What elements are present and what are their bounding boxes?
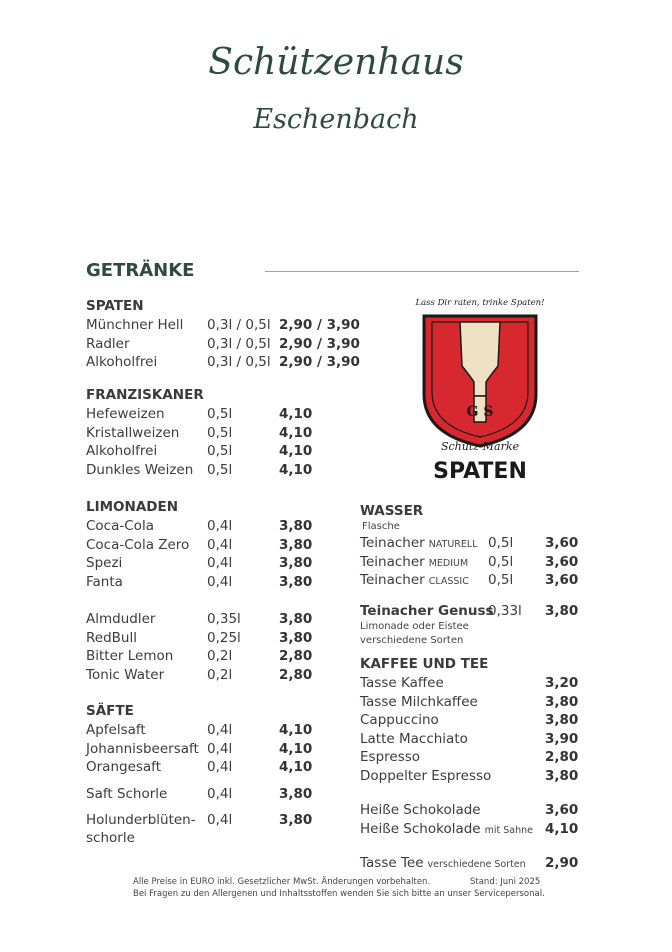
menu-item: Radler 0,3l / 0,5l 2,90 / 3,90 [86, 335, 360, 352]
category-franziskaner: FRANZISKANER [86, 387, 204, 403]
category-limonaden: LIMONADEN [86, 499, 179, 515]
logo-schutzmarke: Schutz-Marke [440, 440, 520, 453]
menu-item: Apfelsaft 0,4l 4,10 [86, 722, 313, 738]
genuss-note-2: verschiedene Sorten [360, 635, 464, 646]
menu-item: Latte Macchiato 3,90 [360, 730, 579, 747]
section-title: GETRÄNKE [86, 260, 195, 281]
menu-item: Tasse Tee verschiedene Sorten 2,90 [360, 855, 579, 871]
menu-item: Fanta 0,4l 3,80 [86, 573, 313, 590]
category-spaten: SPATEN [86, 298, 144, 314]
menu-item: Spezi 0,4l 3,80 [86, 555, 313, 571]
menu-item: Coca-Cola 0,4l 3,80 [86, 518, 313, 534]
menu-item: Heiße Schokolade mit Sahne 4,10 [360, 821, 579, 837]
logo-slogan: Lass Dir raten, trinke Spaten! [415, 298, 545, 308]
menu-item: Saft Schorle 0,4l 3,80 [86, 786, 313, 802]
category-wasser: WASSER [360, 503, 424, 519]
menu-item: Teinacher NATURELL 0,5l 3,60 [360, 535, 579, 551]
logo-brand: SPATEN [433, 459, 527, 484]
menu-item: Alkoholfrei 0,3l / 0,5l 2,90 / 3,90 [86, 354, 360, 370]
section-divider [265, 271, 579, 272]
category-saefte: SÄFTE [86, 703, 134, 719]
menu-item: Teinacher CLASSIC 0,5l 3,60 [360, 572, 579, 588]
wasser-subtitle: Flasche [362, 521, 400, 532]
menu-item: Teinacher MEDIUM 0,5l 3,60 [360, 553, 579, 570]
menu-item: Münchner Hell 0,3l / 0,5l 2,90 / 3,90 [86, 317, 360, 333]
footer-allergen-note: Bei Fragen zu den Allergenen und Inhaltsstoffen wenden Sie sich bitte an unser Servicepersonal. [133, 889, 545, 899]
category-kaffee: KAFFEE UND TEE [360, 656, 489, 672]
menu-item: Cappuccino 3,80 [360, 712, 579, 729]
menu-item: Johannisbeersaft 0,4l 4,10 [86, 741, 313, 757]
menu-item: Bitter Lemon 0,2l 2,80 [86, 648, 313, 664]
menu-item: Coca-Cola Zero 0,4l 3,80 [86, 536, 313, 553]
menu-item: Alkoholfrei 0,5l 4,10 [86, 443, 313, 459]
menu-item: Dunkles Weizen 0,5l 4,10 [86, 461, 313, 478]
menu-item: Orangesaft 0,4l 4,10 [86, 759, 313, 775]
menu-item: Tasse Milchkaffee 3,80 [360, 693, 579, 710]
menu-item: Tasse Kaffee 3,20 [360, 675, 579, 691]
restaurant-title: Schützenhaus [208, 42, 464, 83]
footer-date: Stand: Juni 2025 [470, 877, 541, 887]
menu-item: Tonic Water 0,2l 2,80 [86, 666, 313, 683]
genuss-note-1: Limonade oder Eistee [360, 621, 469, 632]
menu-item: RedBull 0,25l 3,80 [86, 629, 313, 646]
menu-item: Hefeweizen 0,5l 4,10 [86, 406, 313, 422]
menu-item: Heiße Schokolade 3,60 [360, 802, 579, 818]
spaten-logo [412, 294, 548, 486]
menu-item: Almdudler 0,35l 3,80 [86, 611, 313, 627]
footer-price-note: Alle Preise in EURO inkl. Gesetzlicher MwSt. Änderungen vorbehalten. [133, 877, 431, 887]
menu-item: Espresso 2,80 [360, 749, 579, 766]
menu-item: Kristallweizen 0,5l 4,10 [86, 424, 313, 441]
restaurant-subtitle: Eschenbach [253, 104, 419, 135]
menu-item: Holunderblüten- 0,4l 3,80 [86, 812, 313, 828]
genuss-line: Teinacher Genuss 0,33l 3,80 [360, 603, 579, 619]
menu-item: Doppelter Espresso 3,80 [360, 768, 579, 784]
logo-initials: G S [466, 404, 494, 420]
